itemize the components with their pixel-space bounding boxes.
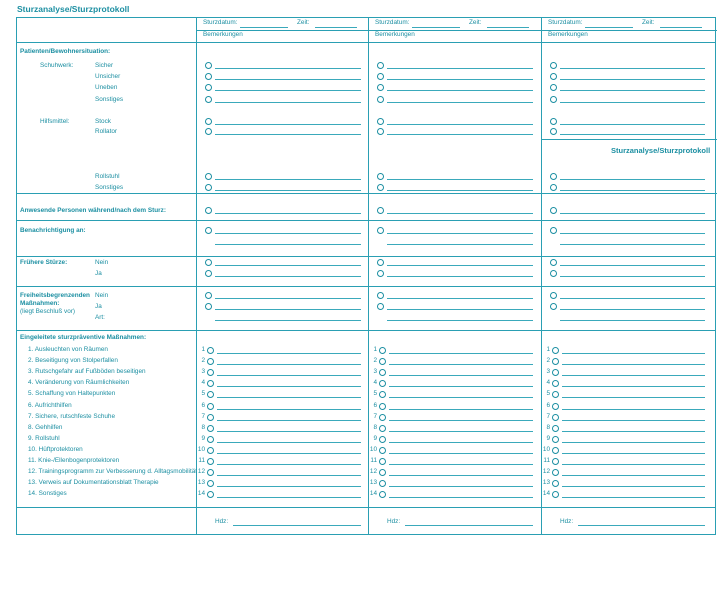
note-line[interactable] bbox=[217, 464, 361, 465]
section-separator bbox=[541, 139, 717, 140]
zeit-label: Zeit: bbox=[469, 19, 482, 26]
checkbox-option[interactable] bbox=[552, 447, 559, 454]
item-number: 3 bbox=[373, 368, 377, 376]
checkbox-option[interactable] bbox=[550, 227, 557, 234]
checkbox-option[interactable] bbox=[377, 173, 384, 180]
note-line[interactable] bbox=[215, 68, 361, 69]
note-line[interactable] bbox=[387, 213, 533, 214]
checkbox-option[interactable] bbox=[550, 128, 557, 135]
checkbox-option[interactable] bbox=[205, 227, 212, 234]
checkbox-option[interactable] bbox=[205, 96, 212, 103]
checkbox-option[interactable] bbox=[377, 96, 384, 103]
note-line[interactable] bbox=[562, 420, 705, 421]
checkbox-option[interactable] bbox=[379, 425, 386, 432]
checkbox-option[interactable] bbox=[207, 347, 214, 354]
bemerkungen-label: Bemerkungen bbox=[203, 31, 243, 38]
checkbox-option[interactable] bbox=[377, 270, 384, 277]
checkbox-option[interactable] bbox=[550, 62, 557, 69]
section-separator bbox=[541, 193, 717, 194]
note-line[interactable] bbox=[217, 375, 361, 376]
item-number: 6 bbox=[546, 401, 550, 409]
note-line[interactable] bbox=[215, 102, 361, 103]
hdz-label: Hdz: bbox=[387, 518, 401, 525]
item-number: 2 bbox=[373, 357, 377, 365]
section-massnahmen: Eingeleitete sturzpräventive Maßnahmen: bbox=[20, 334, 147, 341]
checkbox-option[interactable] bbox=[207, 414, 214, 421]
checkbox-option[interactable] bbox=[205, 118, 212, 125]
sturzdatum-label: Sturzdatum: bbox=[375, 19, 410, 26]
note-line[interactable] bbox=[215, 244, 361, 245]
checkbox-option[interactable] bbox=[379, 458, 386, 465]
item-number: 12 bbox=[197, 468, 205, 476]
note-line[interactable] bbox=[389, 475, 533, 476]
checkbox-option[interactable] bbox=[550, 84, 557, 91]
item-number: 12 bbox=[369, 468, 377, 476]
note-line[interactable] bbox=[560, 68, 705, 69]
item-number: 10 bbox=[369, 445, 377, 453]
item-number: 7 bbox=[373, 412, 377, 420]
checkbox-option[interactable] bbox=[552, 403, 559, 410]
note-line[interactable] bbox=[560, 213, 705, 214]
item-number: 1 bbox=[373, 346, 377, 353]
note-line[interactable] bbox=[389, 497, 533, 498]
section-freiheit-note: (liegt Beschluß vor) bbox=[20, 308, 76, 315]
checkbox-option[interactable] bbox=[205, 62, 212, 69]
watermark-text: Sturzanalyse/Sturzprotokoll bbox=[611, 146, 711, 155]
checkbox-option[interactable] bbox=[377, 259, 384, 266]
item-number: 7 bbox=[201, 412, 205, 420]
freiheit-option: Ja bbox=[95, 303, 102, 310]
note-line[interactable] bbox=[562, 464, 705, 465]
bemerkungen-label: Bemerkungen bbox=[548, 31, 588, 38]
section-freiheit: Freiheitsbegrenzenden bbox=[20, 292, 90, 299]
note-line[interactable] bbox=[215, 79, 361, 80]
note-line[interactable] bbox=[215, 90, 361, 91]
note-line[interactable] bbox=[217, 497, 361, 498]
schuhwerk-option: Unsicher bbox=[95, 73, 121, 80]
section-benachrichtigung: Benachrichtigung an: bbox=[20, 227, 86, 234]
sturzdatum-field[interactable] bbox=[585, 27, 633, 28]
note-line[interactable] bbox=[217, 453, 361, 454]
checkbox-option[interactable] bbox=[550, 118, 557, 125]
section-separator bbox=[17, 220, 715, 221]
note-line[interactable] bbox=[215, 190, 361, 191]
note-line[interactable] bbox=[217, 475, 361, 476]
item-number: 6 bbox=[373, 401, 377, 409]
item-number: 12 bbox=[542, 468, 550, 476]
checkbox-option[interactable] bbox=[207, 403, 214, 410]
note-line[interactable] bbox=[217, 486, 361, 487]
note-line[interactable] bbox=[562, 431, 705, 432]
item-number: 3 bbox=[201, 368, 205, 376]
note-line[interactable] bbox=[217, 431, 361, 432]
checkbox-option[interactable] bbox=[552, 414, 559, 421]
massnahme-item: 14. Sonstiges bbox=[28, 490, 67, 498]
note-line[interactable] bbox=[215, 179, 361, 180]
item-number: 5 bbox=[373, 390, 377, 398]
note-line[interactable] bbox=[215, 233, 361, 234]
checkbox-option[interactable] bbox=[550, 303, 557, 310]
hdz-field[interactable] bbox=[405, 525, 533, 526]
note-line[interactable] bbox=[387, 90, 533, 91]
note-line[interactable] bbox=[217, 409, 361, 410]
zeit-field[interactable] bbox=[315, 27, 357, 28]
zeit-label: Zeit: bbox=[642, 19, 655, 26]
header-bottom-line bbox=[17, 42, 715, 43]
freiheit-option: Art: bbox=[95, 314, 105, 321]
note-line[interactable] bbox=[215, 309, 361, 310]
note-line[interactable] bbox=[389, 420, 533, 421]
massnahme-item: 2. Beseitigung von Stolperfallen bbox=[28, 357, 118, 365]
note-line[interactable] bbox=[389, 442, 533, 443]
schuhwerk-option: Sonstiges bbox=[95, 96, 124, 103]
item-number: 11 bbox=[198, 457, 205, 464]
checkbox-option[interactable] bbox=[377, 118, 384, 125]
sturzdatum-label: Sturzdatum: bbox=[203, 19, 238, 26]
massnahme-item: 4. Veränderung von Räumlichkeiten bbox=[28, 379, 130, 387]
zeit-field[interactable] bbox=[487, 27, 529, 28]
bemerkungen-label: Bemerkungen bbox=[375, 31, 415, 38]
section-fruehere-stuerze: Frühere Stürze: bbox=[20, 259, 68, 266]
checkbox-option[interactable] bbox=[207, 436, 214, 443]
checkbox-option[interactable] bbox=[379, 347, 386, 354]
section-freiheit-2: Maßnahmen: bbox=[20, 300, 60, 307]
checkbox-option[interactable] bbox=[205, 259, 212, 266]
note-line[interactable] bbox=[389, 409, 533, 410]
note-line[interactable] bbox=[215, 298, 361, 299]
note-line[interactable] bbox=[389, 375, 533, 376]
checkbox-option[interactable] bbox=[550, 173, 557, 180]
note-line[interactable] bbox=[562, 353, 705, 354]
note-line[interactable] bbox=[387, 244, 533, 245]
note-line[interactable] bbox=[560, 90, 705, 91]
item-number: 4 bbox=[546, 379, 550, 387]
note-line[interactable] bbox=[217, 353, 361, 354]
item-number: 14 bbox=[542, 490, 550, 498]
note-line[interactable] bbox=[560, 179, 705, 180]
item-number: 11 bbox=[370, 457, 377, 464]
checkbox-option[interactable] bbox=[377, 184, 384, 191]
hdz-field[interactable] bbox=[578, 525, 705, 526]
note-line[interactable] bbox=[387, 179, 533, 180]
section-anwesende: Anwesende Personen während/nach dem Sturz: bbox=[20, 207, 166, 214]
note-line[interactable] bbox=[562, 386, 705, 387]
note-line[interactable] bbox=[560, 124, 705, 125]
checkbox-option[interactable] bbox=[205, 292, 212, 299]
item-number: 8 bbox=[373, 423, 377, 431]
note-line[interactable] bbox=[215, 134, 361, 135]
note-line[interactable] bbox=[387, 190, 533, 191]
checkbox-option[interactable] bbox=[377, 84, 384, 91]
checkbox-option[interactable] bbox=[205, 303, 212, 310]
item-number: 10 bbox=[197, 445, 205, 453]
note-line[interactable] bbox=[560, 298, 705, 299]
section-separator bbox=[17, 256, 715, 257]
massnahme-item: 3. Rutschgefahr auf Fußböden beseitigen bbox=[28, 368, 146, 376]
note-line[interactable] bbox=[562, 409, 705, 410]
hdz-label: Hdz: bbox=[560, 518, 574, 525]
zeit-label: Zeit: bbox=[297, 19, 310, 26]
note-line[interactable] bbox=[560, 102, 705, 103]
checkbox-option[interactable] bbox=[379, 447, 386, 454]
massnahme-item: 12. Trainingsprogramm zur Verbesserung d. Alltagsmobilität bbox=[28, 468, 198, 476]
checkbox-option[interactable] bbox=[552, 436, 559, 443]
item-number: 6 bbox=[201, 401, 205, 409]
massnahme-item: 6. Aufrichthilfen bbox=[28, 401, 72, 409]
note-line[interactable] bbox=[387, 276, 533, 277]
item-number: 5 bbox=[546, 390, 550, 398]
hilfsmittel-option: Rollstuhl bbox=[95, 173, 120, 180]
section-patient-situation: Patienten/Bewohnersituation: bbox=[20, 48, 111, 55]
checkbox-option[interactable] bbox=[550, 259, 557, 266]
item-number: 7 bbox=[546, 412, 550, 420]
item-number: 9 bbox=[201, 434, 205, 442]
item-number: 1 bbox=[546, 346, 550, 353]
schuhwerk-option: Sicher bbox=[95, 62, 114, 69]
sturzdatum-label: Sturzdatum: bbox=[548, 19, 583, 26]
checkbox-option[interactable] bbox=[552, 347, 559, 354]
item-number: 10 bbox=[542, 445, 550, 453]
item-number: 9 bbox=[373, 434, 377, 442]
note-line[interactable] bbox=[217, 364, 361, 365]
note-line[interactable] bbox=[215, 124, 361, 125]
massnahme-item: 9. Rollstuhl bbox=[28, 434, 60, 442]
massnahme-item: 11. Knie-/Ellenbogenprotektoren bbox=[28, 457, 120, 464]
massnahme-item: 10. Hüftprotektoren bbox=[28, 445, 83, 453]
checkbox-option[interactable] bbox=[550, 96, 557, 103]
checkbox-option[interactable] bbox=[205, 207, 212, 214]
checkbox-option[interactable] bbox=[205, 73, 212, 80]
note-line[interactable] bbox=[560, 233, 705, 234]
item-number: 14 bbox=[369, 490, 377, 498]
note-line[interactable] bbox=[562, 497, 705, 498]
massnahme-item: 13. Verweis auf Dokumentationsblatt Therapie bbox=[28, 479, 159, 487]
note-line[interactable] bbox=[217, 397, 361, 398]
checkbox-option[interactable] bbox=[205, 84, 212, 91]
checkbox-option[interactable] bbox=[550, 270, 557, 277]
hilfsmittel-label: Hilfsmittel: bbox=[40, 118, 70, 125]
item-number: 8 bbox=[201, 423, 205, 431]
item-number: 4 bbox=[201, 379, 205, 387]
hilfsmittel-option: Rollator bbox=[95, 128, 118, 135]
note-line[interactable] bbox=[215, 213, 361, 214]
item-number: 8 bbox=[546, 423, 550, 431]
item-number: 3 bbox=[546, 368, 550, 376]
checkbox-option[interactable] bbox=[550, 207, 557, 214]
massnahme-item: 5. Schaffung von Haltepunkten bbox=[28, 390, 116, 398]
note-line[interactable] bbox=[387, 102, 533, 103]
note-line[interactable] bbox=[562, 375, 705, 376]
item-number: 9 bbox=[546, 434, 550, 442]
schuhwerk-label: Schuhwerk: bbox=[40, 62, 74, 69]
note-line[interactable] bbox=[389, 397, 533, 398]
item-number: 4 bbox=[373, 379, 377, 387]
note-line[interactable] bbox=[560, 190, 705, 191]
note-line[interactable] bbox=[560, 309, 705, 310]
checkbox-option[interactable] bbox=[377, 62, 384, 69]
checkbox-option[interactable] bbox=[377, 227, 384, 234]
massnahme-item: 1. Ausleuchten von Räumen bbox=[28, 346, 108, 353]
note-line[interactable] bbox=[387, 134, 533, 135]
note-line[interactable] bbox=[387, 124, 533, 125]
hdz-field[interactable] bbox=[233, 525, 361, 526]
fruehere-option: Ja bbox=[95, 270, 102, 277]
item-number: 13 bbox=[369, 479, 377, 487]
section-separator bbox=[17, 286, 715, 287]
sturzdatum-field[interactable] bbox=[412, 27, 460, 28]
checkbox-option[interactable] bbox=[550, 73, 557, 80]
checkbox-option[interactable] bbox=[377, 303, 384, 310]
item-number: 13 bbox=[542, 479, 550, 487]
note-line[interactable] bbox=[387, 233, 533, 234]
schuhwerk-option: Uneben bbox=[95, 84, 118, 91]
freiheit-option: Nein bbox=[95, 292, 109, 299]
item-number: 2 bbox=[546, 357, 550, 365]
item-number: 13 bbox=[197, 479, 205, 487]
note-line[interactable] bbox=[389, 453, 533, 454]
note-line[interactable] bbox=[215, 276, 361, 277]
note-line[interactable] bbox=[215, 320, 361, 321]
note-line[interactable] bbox=[562, 453, 705, 454]
checkbox-option[interactable] bbox=[552, 458, 559, 465]
checkbox-option[interactable] bbox=[377, 207, 384, 214]
note-line[interactable] bbox=[387, 68, 533, 69]
note-line[interactable] bbox=[389, 431, 533, 432]
note-line[interactable] bbox=[562, 475, 705, 476]
checkbox-option[interactable] bbox=[205, 270, 212, 277]
note-line[interactable] bbox=[387, 320, 533, 321]
note-line[interactable] bbox=[562, 442, 705, 443]
document-title: Sturzanalyse/Sturzprotokoll bbox=[17, 4, 130, 14]
section-separator bbox=[17, 193, 541, 194]
massnahme-item: 8. Gehhilfen bbox=[28, 423, 63, 431]
checkbox-option[interactable] bbox=[205, 173, 212, 180]
section-separator bbox=[17, 507, 715, 508]
checkbox-option[interactable] bbox=[207, 447, 214, 454]
note-line[interactable] bbox=[389, 364, 533, 365]
sturzdatum-field[interactable] bbox=[240, 27, 288, 28]
note-line[interactable] bbox=[560, 276, 705, 277]
note-line[interactable] bbox=[560, 244, 705, 245]
note-line[interactable] bbox=[560, 320, 705, 321]
hilfsmittel-option: Sonstiges bbox=[95, 184, 124, 191]
checkbox-option[interactable] bbox=[377, 128, 384, 135]
item-number: 11 bbox=[543, 457, 550, 464]
item-number: 2 bbox=[201, 357, 205, 365]
checkbox-option[interactable] bbox=[552, 425, 559, 432]
checkbox-option[interactable] bbox=[379, 414, 386, 421]
checkbox-option[interactable] bbox=[205, 184, 212, 191]
checkbox-option[interactable] bbox=[377, 292, 384, 299]
item-number: 14 bbox=[197, 490, 205, 498]
note-line[interactable] bbox=[560, 265, 705, 266]
note-line[interactable] bbox=[387, 309, 533, 310]
note-line[interactable] bbox=[387, 298, 533, 299]
note-line[interactable] bbox=[387, 79, 533, 80]
note-line[interactable] bbox=[215, 265, 361, 266]
note-line[interactable] bbox=[387, 265, 533, 266]
massnahme-item: 7. Sichere, rutschfeste Schuhe bbox=[28, 412, 116, 420]
hdz-label: Hdz: bbox=[215, 518, 229, 525]
note-line[interactable] bbox=[389, 353, 533, 354]
checkbox-option[interactable] bbox=[379, 403, 386, 410]
zeit-field[interactable] bbox=[660, 27, 702, 28]
note-line[interactable] bbox=[389, 386, 533, 387]
checkbox-option[interactable] bbox=[379, 436, 386, 443]
note-line[interactable] bbox=[217, 420, 361, 421]
checkbox-option[interactable] bbox=[550, 292, 557, 299]
item-number: 5 bbox=[201, 390, 205, 398]
note-line[interactable] bbox=[560, 79, 705, 80]
section-separator bbox=[17, 330, 715, 331]
note-line[interactable] bbox=[560, 134, 705, 135]
item-number: 1 bbox=[201, 346, 205, 353]
header-divider bbox=[196, 30, 717, 31]
checkbox-option[interactable] bbox=[205, 128, 212, 135]
checkbox-option[interactable] bbox=[207, 425, 214, 432]
fruehere-option: Nein bbox=[95, 259, 109, 266]
checkbox-option[interactable] bbox=[377, 73, 384, 80]
note-line[interactable] bbox=[217, 442, 361, 443]
note-line[interactable] bbox=[562, 364, 705, 365]
checkbox-option[interactable] bbox=[550, 184, 557, 191]
note-line[interactable] bbox=[562, 397, 705, 398]
note-line[interactable] bbox=[217, 386, 361, 387]
checkbox-option[interactable] bbox=[207, 458, 214, 465]
note-line[interactable] bbox=[389, 464, 533, 465]
note-line[interactable] bbox=[562, 486, 705, 487]
hilfsmittel-option: Stock bbox=[95, 118, 111, 125]
note-line[interactable] bbox=[389, 486, 533, 487]
